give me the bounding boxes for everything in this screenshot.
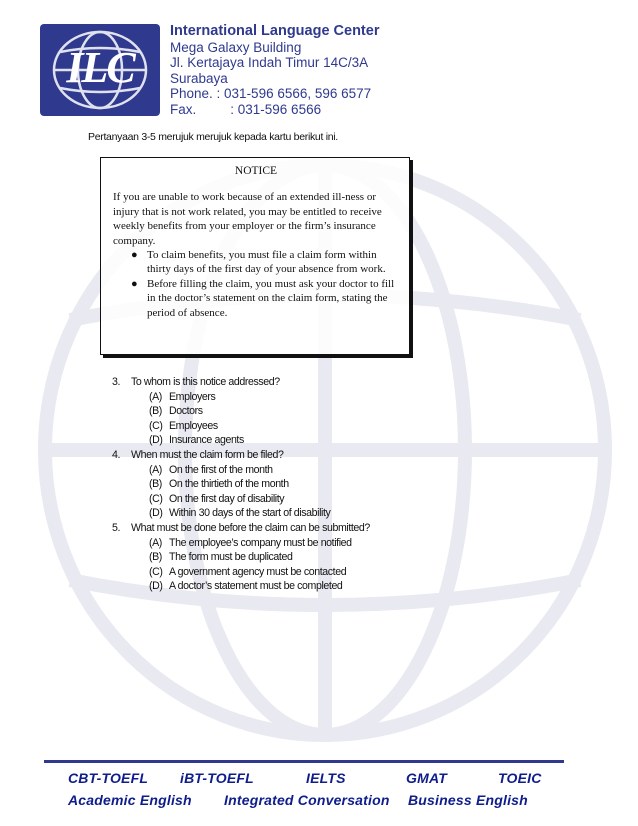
option-label: (D) bbox=[149, 507, 163, 520]
address-line: Jl. Kertajaya Indah Timur 14C/3A bbox=[170, 55, 369, 71]
footer-course: Integrated Conversation bbox=[224, 792, 390, 808]
notice-bullet bbox=[131, 248, 399, 277]
header-contact bbox=[170, 24, 379, 118]
option-label: (B) bbox=[149, 478, 162, 491]
fax-line bbox=[170, 102, 379, 118]
option-label: (B) bbox=[149, 405, 162, 418]
question-number: 4. bbox=[112, 448, 121, 461]
answer-option bbox=[112, 550, 370, 565]
question-text: What must be done before the claim can be submitted? bbox=[131, 521, 370, 534]
phone-line: Phone. : 031-596 6566, 596 6577 bbox=[170, 86, 372, 102]
footer-course: Business English bbox=[408, 792, 528, 808]
org-name: International Language Center bbox=[170, 23, 380, 39]
footer-program: TOEIC bbox=[498, 770, 542, 786]
footer-program: GMAT bbox=[406, 770, 447, 786]
answer-option bbox=[112, 433, 370, 448]
notice-bullet-text: Before filling the claim, you must ask your doctor to fill in the doctor’s statement on the claim form, stating the period of absence. bbox=[147, 277, 395, 319]
option-label: (D) bbox=[149, 580, 163, 593]
notice-bullet-text: To claim benefits, you must file a claim form within thirty days of the first day of your absence from work. bbox=[147, 249, 386, 276]
option-text: The form must be duplicated bbox=[169, 551, 293, 564]
notice-bullet bbox=[131, 277, 399, 320]
answer-option bbox=[112, 404, 370, 419]
option-label: (A) bbox=[149, 536, 162, 549]
option-text: Insurance agents bbox=[169, 434, 244, 447]
fax-value: : 031-596 6566 bbox=[230, 101, 322, 117]
answer-option bbox=[112, 579, 370, 594]
option-text: The employee’s company must be notified bbox=[169, 536, 352, 549]
answer-option bbox=[112, 565, 370, 580]
option-label: (B) bbox=[149, 551, 162, 564]
footer-program: iBT-TOEFL bbox=[180, 770, 254, 786]
answer-option bbox=[112, 492, 370, 507]
question-list bbox=[112, 375, 370, 594]
footer-program: CBT-TOEFL bbox=[68, 770, 149, 786]
footer-course: Academic English bbox=[68, 792, 192, 808]
question-text: To whom is this notice addressed? bbox=[131, 376, 280, 388]
option-label: (C) bbox=[149, 492, 163, 505]
option-label: (A) bbox=[149, 463, 162, 476]
notice-card bbox=[100, 157, 410, 355]
option-text: A government agency must be contacted bbox=[169, 565, 347, 578]
answer-option bbox=[112, 536, 370, 551]
option-text: On the first day of disability bbox=[169, 492, 285, 505]
option-label: (C) bbox=[149, 419, 163, 432]
footer-program: IELTS bbox=[306, 770, 346, 786]
fax-label: Fax. bbox=[170, 101, 197, 117]
address-line: Mega Galaxy Building bbox=[170, 39, 302, 55]
intro-instruction: Pertanyaan 3-5 merujuk merujuk kepada kartu berikut ini. bbox=[88, 131, 338, 143]
option-text: Within 30 days of the start of disability bbox=[169, 507, 331, 520]
question-number: 5. bbox=[112, 521, 121, 534]
option-text: On the thirtieth of the month bbox=[169, 478, 289, 491]
notice-title: NOTICE bbox=[234, 165, 278, 177]
notice-paragraph: If you are unable to work because of an extended ill-ness or injury that is not work related, you may be entitled to receive weekly benefits from your employer or the firm’s insurance company. bbox=[113, 191, 382, 247]
question bbox=[112, 375, 370, 390]
option-text: Doctors bbox=[169, 405, 203, 418]
footer-divider bbox=[44, 760, 564, 763]
question bbox=[112, 521, 370, 536]
option-text: A doctor’s statement must be completed bbox=[169, 580, 343, 593]
option-text: Employees bbox=[169, 419, 218, 432]
ilc-logo bbox=[40, 24, 160, 116]
option-label: (A) bbox=[149, 390, 162, 403]
answer-option bbox=[112, 390, 370, 405]
address-line: Surabaya bbox=[170, 70, 228, 86]
answer-option bbox=[112, 477, 370, 492]
question-text: When must the claim form be filed? bbox=[131, 448, 284, 461]
bullet-icon: ● bbox=[131, 277, 138, 290]
logo-text: ILC bbox=[66, 43, 134, 92]
option-label: (C) bbox=[149, 565, 163, 578]
footer-banner bbox=[44, 760, 564, 816]
question-number: 3. bbox=[112, 376, 121, 388]
option-text: Employers bbox=[169, 390, 216, 403]
answer-option bbox=[112, 419, 370, 434]
notice-bullet-list bbox=[113, 248, 399, 320]
answer-option bbox=[112, 506, 370, 521]
option-label: (D) bbox=[149, 434, 163, 447]
option-text: On the first of the month bbox=[169, 463, 273, 476]
answer-option bbox=[112, 463, 370, 478]
bullet-icon: ● bbox=[131, 249, 138, 262]
question bbox=[112, 448, 370, 463]
